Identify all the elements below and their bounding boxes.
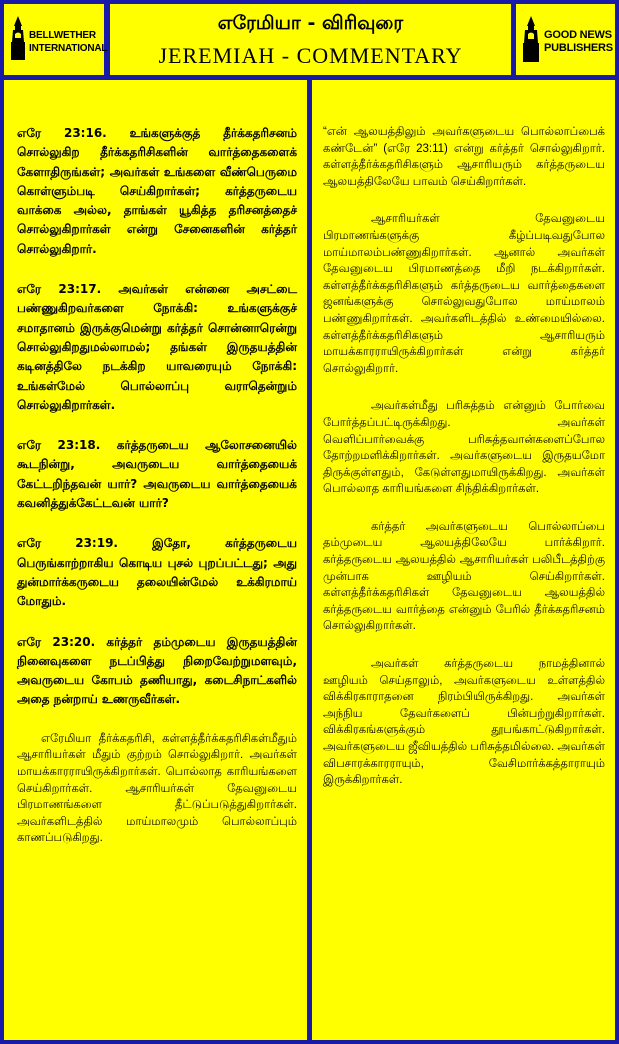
bell-tower-icon [522,16,540,62]
header-left-logo-panel [4,4,108,75]
verse-23-20: எரே 23:20. கர்த்தர் தம்முடைய இருதயத்தின் நினைவுகளை நடப்பித்து நிறைவேற்றுமளவும், அவருடைய கோபம் தணியாது, கடைசிநாட்களில் அதை நன்றாய் உணருவீர்கள். [17,634,297,707]
header-right-logo-panel [516,4,615,75]
bellwether-logo [10,12,108,68]
title-tamil: எரேமியா - விரிவுரை [217,12,404,34]
logo-line-1: GOOD NEWS [544,29,612,41]
commentary-paragraph: அவர்கள்மீது பரிசுத்தம் என்னும் போர்வை போர்த்தப்பட்டிருக்கிறது. அவர்கள் வெளிப்பார்வைக்கு பரிசுத்தவான்களைப்போல தோற்றமளிக்கிறார்கள். அவர்களுடைய இருதயமோ திருக்குள்ளதும், கேடுள்ளதுமாயிருக்கிறது. அவர்கள் பொல்லாத காரியங்களை சிந்திக்கிறார்கள். [323,400,605,496]
good-news-publishers-logo [522,12,611,68]
verse-23-16: எரே 23:16. உங்களுக்குத் தீர்க்கதரிசனம் சொல்லுகிற தீர்க்கதரிசிகளின் வார்த்தைகளைக் கேளாதிருங்கள்; அவர்கள் உங்களை வீண்பெருமை கொள்ளும்படி செய்கிறார்கள்; கர்த்தருடைய வாக்கை அல்ல, தாங்கள் யூகித்த தரிசனத்தைச் சொல்லுகிறார்கள் என்று சேனைகளின் கர்த்தர் சொல்லுகிறார். [17,126,297,256]
commentary-paragraph: ஆசாரியர்கள் தேவனுடைய பிரமாணங்களுக்கு கீழ்ப்படிவதுபோல மாய்மாலம்பண்ணுகிறார்கள். ஆனால் அவர்கள் தேவனுடைய பிரமாணத்தை மீறி நடக்கிறார்கள். கள்ளத்தீர்க்கதரிசிகளும் கர்த்தருடைய வார்த்தைகளை ஜனங்களுக்கு சொல்லுவதுபோல மாய்மாலம் பண்ணுகிறார்கள். அவர்களிடத்தில் உண்மையில்லை. கள்ளத்தீர்க்கதரிசிகளும் ஆசாரியரும் மாயக்காரராயிருக்கிறார்கள் என்று கர்த்தர் சொல்லுகிறார். [323,213,605,375]
logo-line-2: PUBLISHERS [544,42,613,54]
commentary-paragraph: அவர்கள் கர்த்தருடைய நாமத்தினால் ஊழியம் செய்தாலும், அவர்களுடைய உள்ளத்தில் விக்கிரகாராதனை நிரம்பியிருக்கிறது. அவர்கள் அந்நிய தேவர்களைப் பின்பற்றுகிறார்கள். விக்கிரகங்களுக்கும் தூபங்காட்டுகிறார்கள். அவர்களுடைய ஜீவியத்தில் பரிசுத்தமில்லை. அவர்கள் விபசாரக்காரராயும், வேசிமார்க்கத்தாராயும் இருக்கிறார்கள். [323,658,605,787]
title-english: JEREMIAH - COMMENTARY [158,43,463,68]
header-title-panel [110,4,511,75]
bellwether-logo-text: BELLWETHER INTERNATIONAL [29,30,108,54]
verse-23-18: எரே 23:18. கர்த்தருடைய ஆலோசனையில் கூடநின்று, அவருடைய வார்த்தையைக் கேட்டறிந்தவன் யார்? அவருடைய வார்த்தையைக் கவனித்துக்கேட்டவன் யார்? [17,438,297,511]
left-column [4,80,307,1040]
bell-tower-icon [10,16,26,60]
commentary-paragraph: எரேமியா தீர்க்கதரிசி, கள்ளத்தீர்க்கதரிசிகள்மீதும் ஆசாரியர்கள் மீதும் குற்றம் சொல்லுகிறார். அவர்கள் மாயக்காரராயிருக்கிறார்கள். பொல்லாத காரியங்களை செய்கிறார்கள். ஆசாரியர்கள் தேவனுடைய பிரமாணங்களை தீட்டுப்படுத்துகிறார்கள். அவர்களிடத்தில் மாய்மாலமும் பொல்லாப்பும் காணப்படுகிறது. [17,732,297,845]
verse-23-19: எரே 23:19. இதோ, கர்த்தருடைய பெருங்காற்றாகிய கொடிய புசல் புறப்பட்டது; அது துன்மார்க்கருடைய தலையின்மேல் உக்கிரமாய் மோதும். [17,536,297,609]
commentary-paragraph: “என் ஆலயத்திலும் அவர்களுடைய பொல்லாப்பைக் கண்டேன்” (எரே 23:11) என்று கர்த்தர் சொல்லுகிறார். கள்ளத்தீர்க்கதரிசிகளும் ஆசாரியரும் கர்த்தருடைய ஆலயத்திலேயே பாவம் செய்கிறார்கள். [323,126,605,188]
verse-23-17: எரே 23:17. அவர்கள் என்னை அசட்டை பண்ணுகிறவர்களை நோக்கி: உங்களுக்குச் சமாதானம் இருக்குமென்று கர்த்தர் சொன்னாரென்று சொல்லுகிறதுமல்லாமல்; தங்கள் இருதயத்தின் கடினத்திலே நடக்கிற யாவரையும் நோக்கி: உங்கள்மேல் பொல்லாப்பு வராதென்றும் சொல்லுகிறார்கள். [17,282,297,412]
commentary-paragraph: கர்த்தர் அவர்களுடைய பொல்லாப்பை தம்முடைய ஆலயத்திலேயே பார்க்கிறார். கர்த்தருடைய ஆலயத்தில் ஆசாரியர்கள் பலிபீடத்திற்கு முன்பாக ஊழியம் செய்கிறார்கள். கள்ளத்தீர்க்கதரிசிகள் தேவனுடைய ஆலயத்தில் கர்த்தருடைய வார்த்தை என்னும் பேரில் தீர்க்கதரிசனம் சொல்லுகிறார்கள். [323,520,605,633]
right-column [312,80,615,1040]
good-news-logo-text [544,29,613,55]
